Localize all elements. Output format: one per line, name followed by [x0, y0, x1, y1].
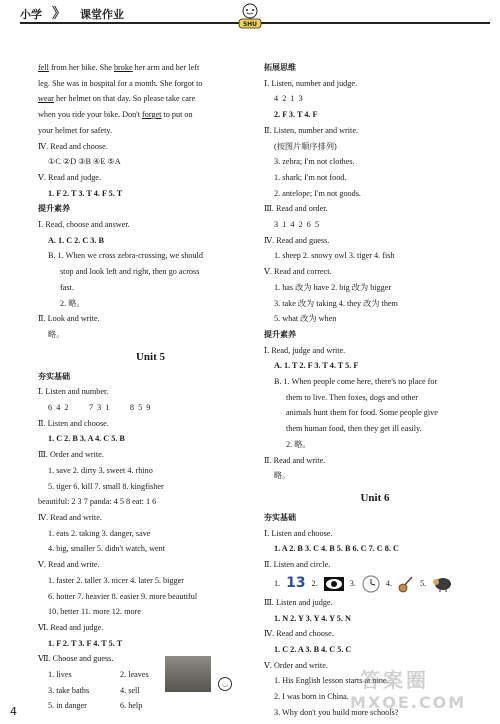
answer-line: 1. sheep 2. snowy owl 3. tiger 4. fish [274, 251, 395, 261]
answer-line: 2. 略。 [286, 439, 311, 449]
unit-title: Unit 5 [135, 350, 166, 363]
section-heading: Ⅴ. Read and judge. [38, 172, 101, 182]
rhino-photo [165, 656, 211, 692]
section-heading: Ⅰ. Read, choose and answer. [38, 220, 130, 230]
smiley-icon: ◡ [218, 677, 232, 691]
answer-line: beautiful: 2 3 7 panda: 4 5 8 eat: 1 6 [38, 497, 157, 507]
answer-line: A. 1. T 2. F 3. T 4. T 5. F [274, 361, 359, 371]
unit-title: Unit 6 [360, 491, 390, 504]
watermark [350, 664, 467, 712]
section-heading: Ⅴ. Read and correct. [264, 267, 332, 277]
mascot-logo [236, 3, 264, 29]
passage-line: fell from her bike. She broke her arm and her left [38, 63, 200, 72]
answer-line: 1. F 2. T 3. T 4. F 5. T [48, 188, 123, 198]
answer-line: 3. take 改为 taking 4. they 改为 them [274, 298, 398, 308]
answer-line: 1. N 2. Y 3. Y 4. Y 5. N [274, 613, 351, 623]
answer-line: 3. zebra; I'm not clothes. [274, 157, 355, 167]
answer-line: B. 1. When people come here, there's no place for [274, 377, 438, 387]
section-heading: Ⅶ. Choose and guess. [38, 654, 114, 664]
number-thirteen: 13 [286, 574, 306, 591]
answer-line: 1. C 2. B 3. A 4. C 5. B [48, 434, 125, 444]
watermark-line1: 答案圈 [360, 668, 429, 692]
grade-label: 小学 [20, 8, 42, 21]
section-heading: Ⅰ. Listen, number and judge. [264, 78, 358, 88]
answer-line: 1. F 2. T 3. F 4. T 5. T [48, 638, 123, 648]
answer-line: stop and look left and right, then go across [60, 267, 200, 277]
part-heading: 提升素养 [264, 329, 296, 339]
answer-line: 1. A 2. B 3. C 4. B 5. B 6. C 7. C 8. C [274, 544, 399, 554]
answer-line: 1. C 2. A 3. B 4. C 5. C [274, 644, 352, 654]
passage-line: leg. She was in hospital for a month. She forgot to [38, 78, 203, 88]
answer-line: A. 1. C 2. C 3. B [48, 235, 104, 245]
clock-icon [362, 575, 380, 593]
part-heading: 提升素养 [38, 204, 70, 214]
section-heading: Ⅰ. Read, judge and write. [264, 345, 346, 355]
answer-line: 2. 略。 [60, 298, 85, 308]
answer-line: 10. better 11. more 12. more [48, 607, 141, 617]
answer-line: 1. eats 2. taking 3. danger, save [48, 528, 151, 538]
watermark-line2: MXQE.COM [350, 693, 467, 712]
answer-line: them to live. Then foxes, dogs and other [286, 392, 418, 402]
answer-line: B. 1. When we cross zebra-crossing, we should [48, 251, 203, 261]
section-heading: Ⅵ. Read and judge. [38, 622, 104, 632]
answer-line: ①C ②D ③B ④E ⑤A [48, 157, 121, 167]
answer-line: 1. save 2. dirty 3. sweet 4. rhino [48, 465, 153, 475]
section-heading: Ⅲ. Order and write. [38, 450, 104, 460]
answer-note: (按图片顺序排列) [274, 141, 337, 151]
part-heading: 拓展思维 [264, 63, 296, 72]
answer-line: 1. lives 2. leaves [48, 670, 149, 680]
item-label: 1. [274, 578, 281, 588]
section-heading: Ⅰ. Listen and number. [38, 387, 109, 397]
section-heading: Ⅰ. Listen and choose. [264, 528, 333, 538]
section-heading: Ⅳ. Read and write. [38, 512, 102, 522]
answer-line: 6. hotter 7. heavier 8. easier 9. more beautiful [48, 591, 198, 601]
item-label: 2. [311, 578, 318, 588]
item-label: 5. [420, 578, 427, 588]
section-heading: Ⅳ. Read and choose. [38, 141, 108, 151]
section-heading: Ⅲ. Listen and judge. [264, 597, 333, 607]
answer-line: 略。 [48, 329, 65, 339]
book-title: 课堂作业 [80, 8, 124, 21]
answer-line: 5. what 改为 when [274, 314, 337, 324]
answer-line: 略。 [274, 471, 291, 481]
answer-line: 2. I was born in China. [274, 692, 349, 702]
passage-line: when you ride your bike. Don't forget to put on [38, 110, 193, 120]
answer-line: 1. His English lesson starts at nine. [274, 676, 389, 686]
answer-line: 4. big, smaller 5. didn't watch, went [48, 544, 165, 554]
section-heading: Ⅱ. Look and write. [38, 314, 100, 324]
section-heading: Ⅱ. Listen and circle. [264, 560, 331, 570]
section-heading: Ⅴ. Order and write. [264, 660, 328, 670]
section-heading: Ⅴ. Read and write. [38, 560, 100, 570]
answer-line: 6 4 2 7 3 1 8 5 9 [48, 403, 151, 413]
section-heading: Ⅱ. Read and write. [264, 455, 326, 465]
answer-line: 5. in danger 6. help [48, 701, 143, 711]
item-label: 3. [349, 578, 356, 588]
mascot-badge-text: 5HU [242, 21, 258, 28]
answer-line: 4 2 1 3 [274, 94, 303, 104]
right-column [264, 60, 486, 720]
answer-line: fast. [60, 282, 74, 292]
answer-line: 1. shark; I'm not food. [274, 172, 347, 182]
left-column [38, 60, 263, 714]
guitar-icon [398, 575, 414, 593]
sheep-icon [432, 576, 452, 592]
answer-line: animals hunt them for food. Some people give [286, 408, 438, 418]
part-heading: 夯实基础 [38, 371, 70, 381]
part-heading: 夯实基础 [264, 512, 296, 522]
answer-line: 1. faster 2. taller 3. nicer 4. later 5. bigger [48, 575, 184, 585]
answer-line: 1. has 改为 have 2. big 改为 bigger [274, 282, 392, 292]
double-chevron-icon: 》 [52, 6, 66, 22]
answer-line: 3. take baths 4. sell [48, 685, 140, 695]
section-heading: Ⅲ. Read and order. [264, 204, 328, 214]
answer-line: 2. F 3. T 4. F [274, 110, 318, 120]
eye-icon [324, 577, 344, 591]
circle-answers [264, 573, 486, 595]
section-heading: Ⅳ. Read and guess. [264, 235, 330, 245]
answer-line: 2. antelope; I'm not goods. [274, 188, 361, 198]
answer-line: 5. tiger 6. kill 7. small 8. kingfisher [48, 481, 164, 491]
passage-line: your helmet for safety. [38, 125, 113, 135]
section-heading: Ⅱ. Listen, number and write. [264, 125, 359, 135]
answer-line: 3 1 4 2 6 5 [274, 220, 320, 230]
page-number: 4 [10, 705, 17, 718]
section-heading: Ⅱ. Listen and choose. [38, 418, 109, 428]
passage-line: wear her helmet on that day. So please take care [38, 94, 196, 104]
item-label: 4. [385, 578, 393, 588]
answer-line: them human food, then they get ill easily. [286, 424, 422, 434]
answer-line: 3. Why don't you build more schools? [274, 707, 399, 717]
section-heading: Ⅳ. Read and choose. [264, 629, 334, 639]
